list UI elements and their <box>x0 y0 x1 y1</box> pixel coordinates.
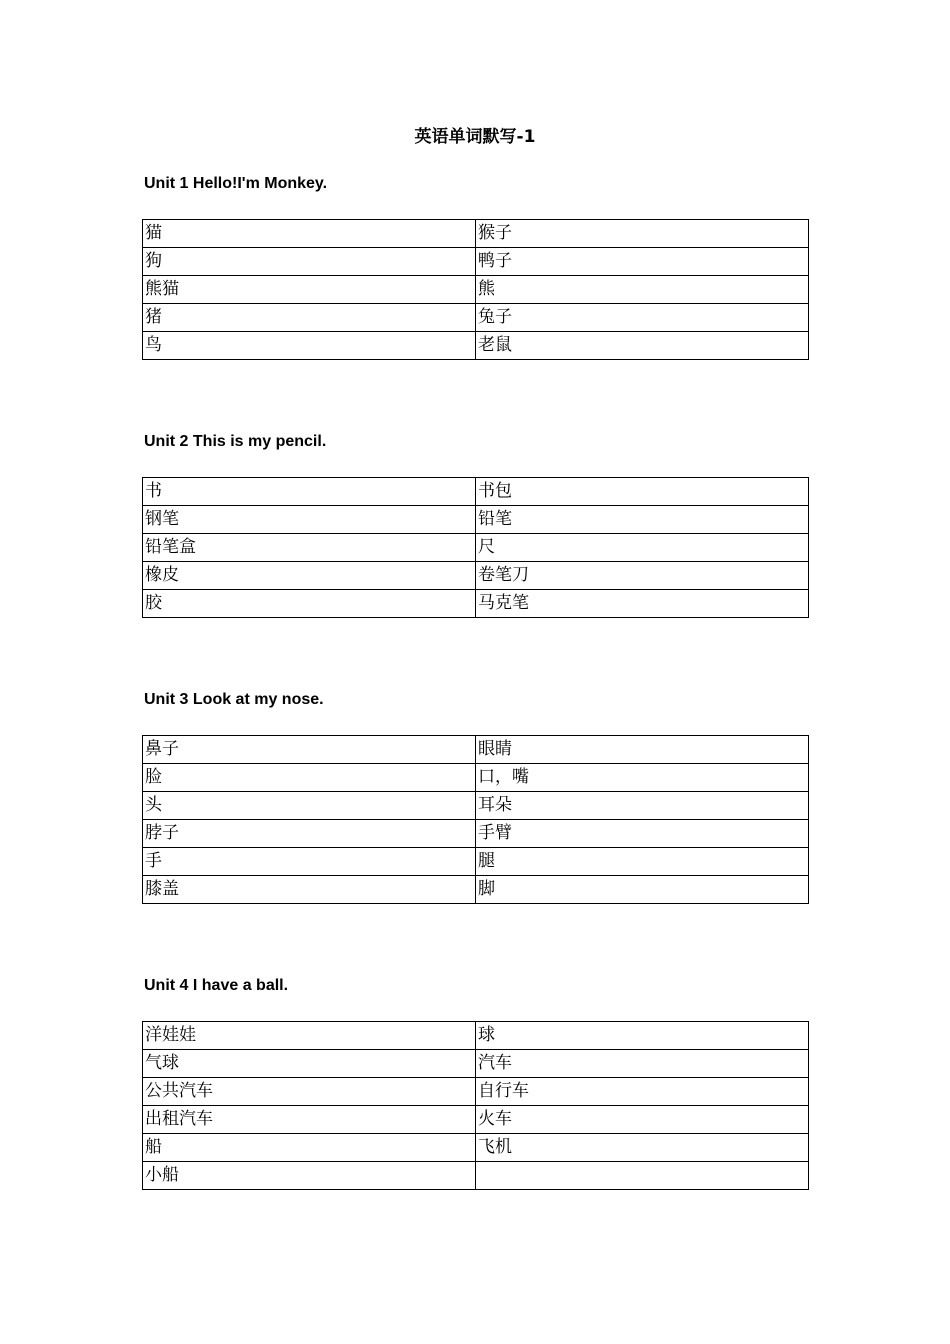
table-cell: 手 <box>143 848 476 876</box>
table-row <box>143 764 809 792</box>
table-cell: 铅笔盒 <box>143 534 476 562</box>
table-cell: 自行车 <box>476 1078 809 1106</box>
unit-4-table <box>142 1021 809 1190</box>
unit-2-heading: Unit 2 This is my pencil. <box>144 433 327 450</box>
table-cell: 卷笔刀 <box>476 562 809 590</box>
table-row <box>143 792 809 820</box>
table-row <box>143 1022 809 1050</box>
table-cell: 火车 <box>476 1106 809 1134</box>
table-cell: 洋娃娃 <box>143 1022 476 1050</box>
unit-1-table <box>142 219 809 360</box>
unit-4-heading: Unit 4 I have a ball. <box>144 977 289 994</box>
table-row <box>143 1106 809 1134</box>
table-cell: 老鼠 <box>476 332 809 360</box>
table-cell: 公共汽车 <box>143 1078 476 1106</box>
table-cell: 猴子 <box>476 220 809 248</box>
table-cell: 猪 <box>143 304 476 332</box>
table-cell: 飞机 <box>476 1134 809 1162</box>
table-cell: 脖子 <box>143 820 476 848</box>
table-cell: 熊猫 <box>143 276 476 304</box>
table-row <box>143 478 809 506</box>
table-cell: 汽车 <box>476 1050 809 1078</box>
table-cell: 胶 <box>143 590 476 618</box>
table-cell: 鼻子 <box>143 736 476 764</box>
unit-1-heading: Unit 1 Hello!I'm Monkey. <box>144 175 328 192</box>
unit-3-heading: Unit 3 Look at my nose. <box>144 691 324 708</box>
table-row <box>143 248 809 276</box>
table-cell: 球 <box>476 1022 809 1050</box>
table-row <box>143 848 809 876</box>
table-row <box>143 534 809 562</box>
table-cell: 书包 <box>476 478 809 506</box>
table-cell: 脸 <box>143 764 476 792</box>
table-cell: 书 <box>143 478 476 506</box>
table-cell: 猫 <box>143 220 476 248</box>
table-row <box>143 332 809 360</box>
table-cell: 兔子 <box>476 304 809 332</box>
table-cell: 熊 <box>476 276 809 304</box>
table-cell: 气球 <box>143 1050 476 1078</box>
table-row <box>143 820 809 848</box>
table-row <box>143 276 809 304</box>
table-row <box>143 304 809 332</box>
table-row <box>143 1050 809 1078</box>
table-cell: 铅笔 <box>476 506 809 534</box>
table-cell: 马克笔 <box>476 590 809 618</box>
table-row <box>143 876 809 904</box>
table-cell: 头 <box>143 792 476 820</box>
table-cell: 船 <box>143 1134 476 1162</box>
table-row <box>143 1134 809 1162</box>
table-cell: 手臂 <box>476 820 809 848</box>
table-cell: 耳朵 <box>476 792 809 820</box>
table-cell: 鸟 <box>143 332 476 360</box>
table-row <box>143 590 809 618</box>
table-cell: 橡皮 <box>143 562 476 590</box>
table-cell: 膝盖 <box>143 876 476 904</box>
unit-2-table <box>142 477 809 618</box>
table-cell: 腿 <box>476 848 809 876</box>
table-row <box>143 1162 809 1190</box>
table-row <box>143 220 809 248</box>
page-title: 英语单词默写-1 <box>414 127 536 147</box>
table-cell: 狗 <box>143 248 476 276</box>
table-row <box>143 1078 809 1106</box>
table-cell: 钢笔 <box>143 506 476 534</box>
table-row <box>143 506 809 534</box>
table-row <box>143 562 809 590</box>
table-cell: 出租汽车 <box>143 1106 476 1134</box>
table-cell: 口，嘴 <box>476 764 809 792</box>
table-cell <box>476 1162 809 1190</box>
table-cell: 眼睛 <box>476 736 809 764</box>
table-row <box>143 736 809 764</box>
table-cell: 脚 <box>476 876 809 904</box>
table-cell: 小船 <box>143 1162 476 1190</box>
table-cell: 尺 <box>476 534 809 562</box>
unit-3-table <box>142 735 809 904</box>
table-cell: 鸭子 <box>476 248 809 276</box>
